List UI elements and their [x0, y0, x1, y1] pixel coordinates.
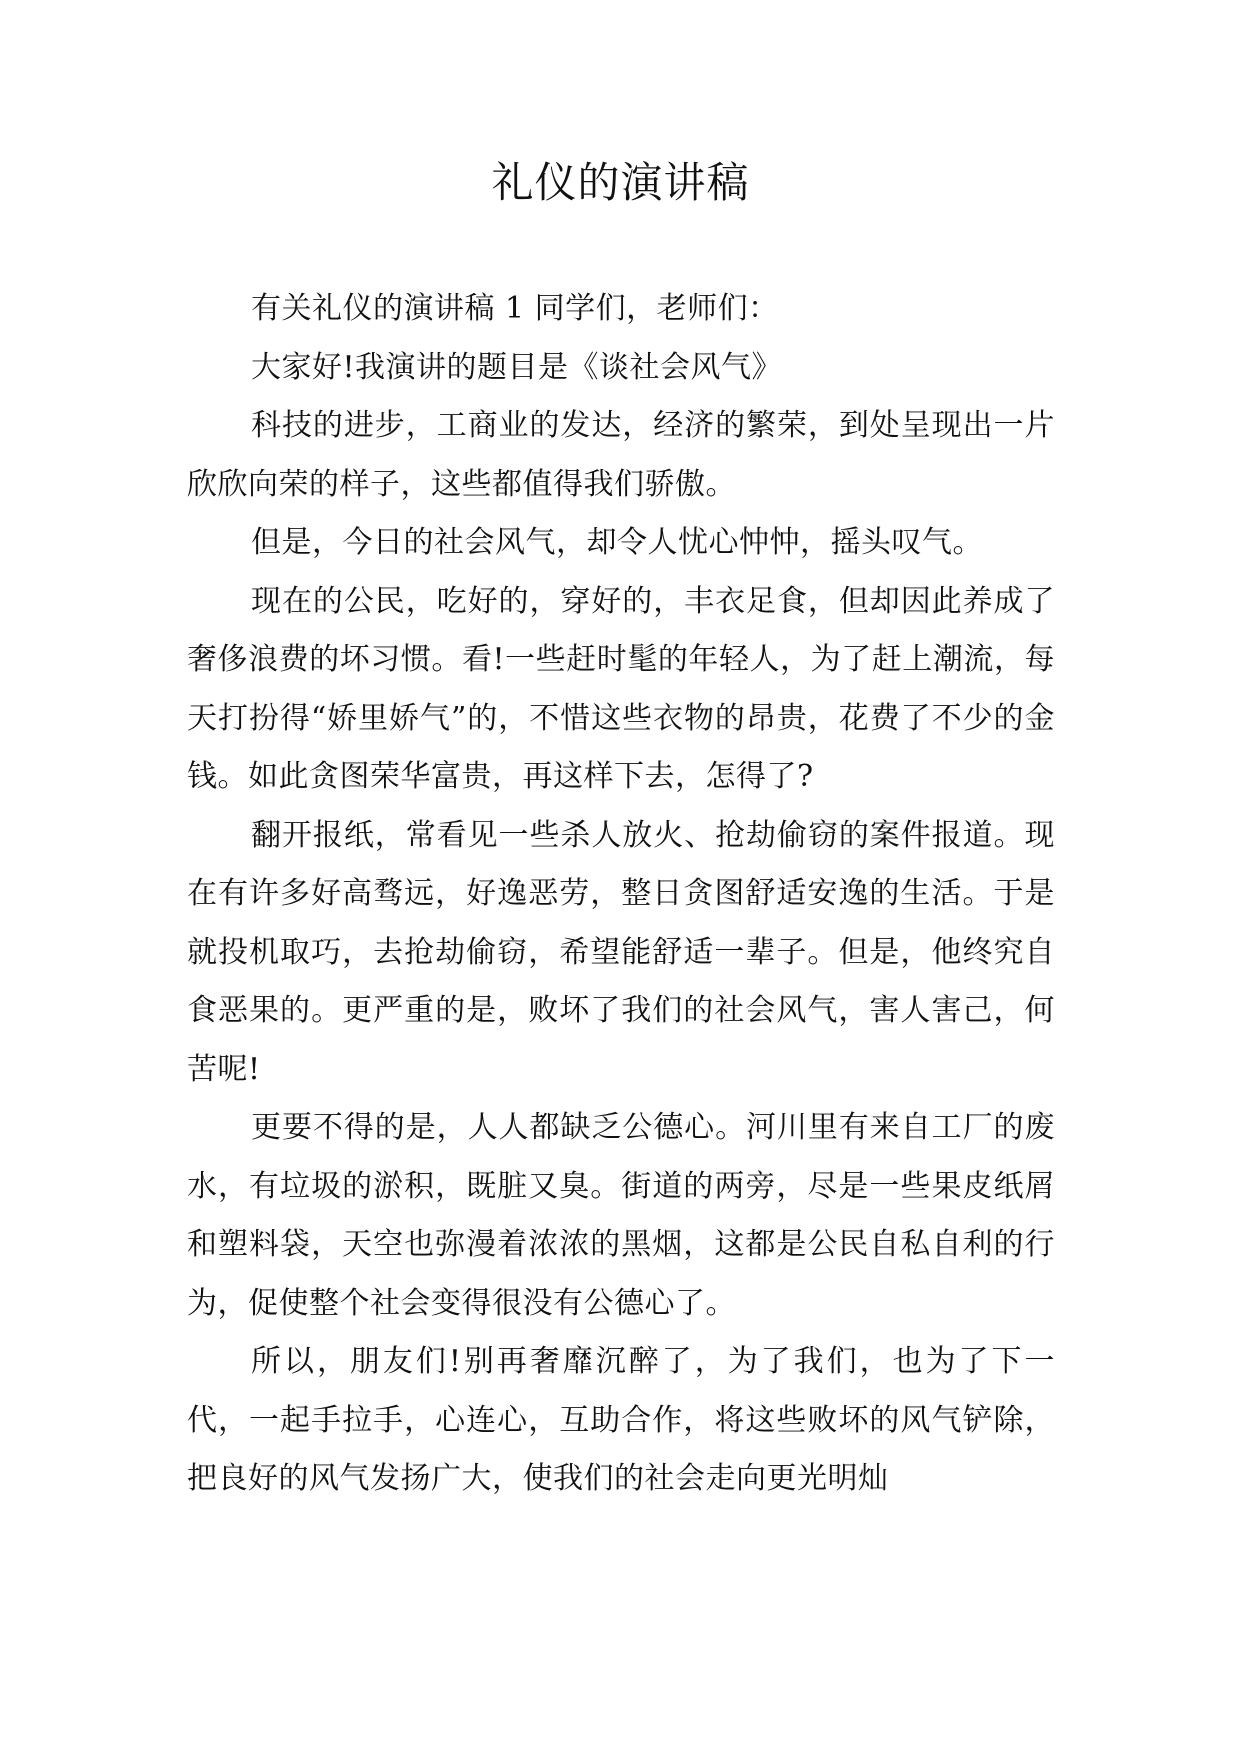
- paragraph-7: 更要不得的是，人人都缺乏公德心。河川里有来自工厂的废水，有垃圾的淤积，既脏又臭。街道的两旁，尽是一些果皮纸屑和塑料袋，天空也弥漫着浓浓的黑烟，这都是公民自私自利的行为，促使整个社会变得很没有公德心了。: [187, 1110, 1055, 1321]
- paragraph-2: 大家好!我演讲的题目是《谈社会风气》: [251, 349, 783, 385]
- paragraph-1: 有关礼仪的演讲稿 1 同学们，老师们：: [251, 291, 779, 326]
- paragraph-4: 但是，今日的社会风气，却令人忧心忡忡，摇头叹气。: [251, 525, 983, 560]
- document-title: 礼仪的演讲稿: [491, 158, 750, 207]
- paragraph-5: 现在的公民，吃好的，穿好的，丰衣足食，但却因此养成了奢侈浪费的坏习惯。看!一些赶时髦的年轻人，为了赶上潮流，每天打扮得“娇里娇气”的，不惜这些衣物的昂贵，花费了不少的金钱。如此贪图荣华富贵，再这样下去，怎得了?: [187, 583, 1055, 794]
- document-body: [187, 280, 1055, 1509]
- paragraph-8: 所以，朋友们!别再奢靡沉醉了，为了我们，也为了下一代，一起手拉手，心连心，互助合作，将这些败坏的风气铲除，把良好的风气发扬广大，使我们的社会走向更光明灿: [187, 1344, 1055, 1496]
- paragraph-3: 科技的进步，工商业的发达，经济的繁荣，到处呈现出一片欣欣向荣的样子，这些都值得我们骄傲。: [187, 408, 1055, 502]
- paragraph-6: 翻开报纸，常看见一些杀人放火、抢劫偷窃的案件报道。现在有许多好高骛远，好逸恶劳，整日贪图舒适安逸的生活。于是就投机取巧，去抢劫偷窃，希望能舒适一辈子。但是，他终究自食恶果的。更严重的是，败坏了我们的社会风气，害人害己，何苦呢!: [187, 817, 1055, 1087]
